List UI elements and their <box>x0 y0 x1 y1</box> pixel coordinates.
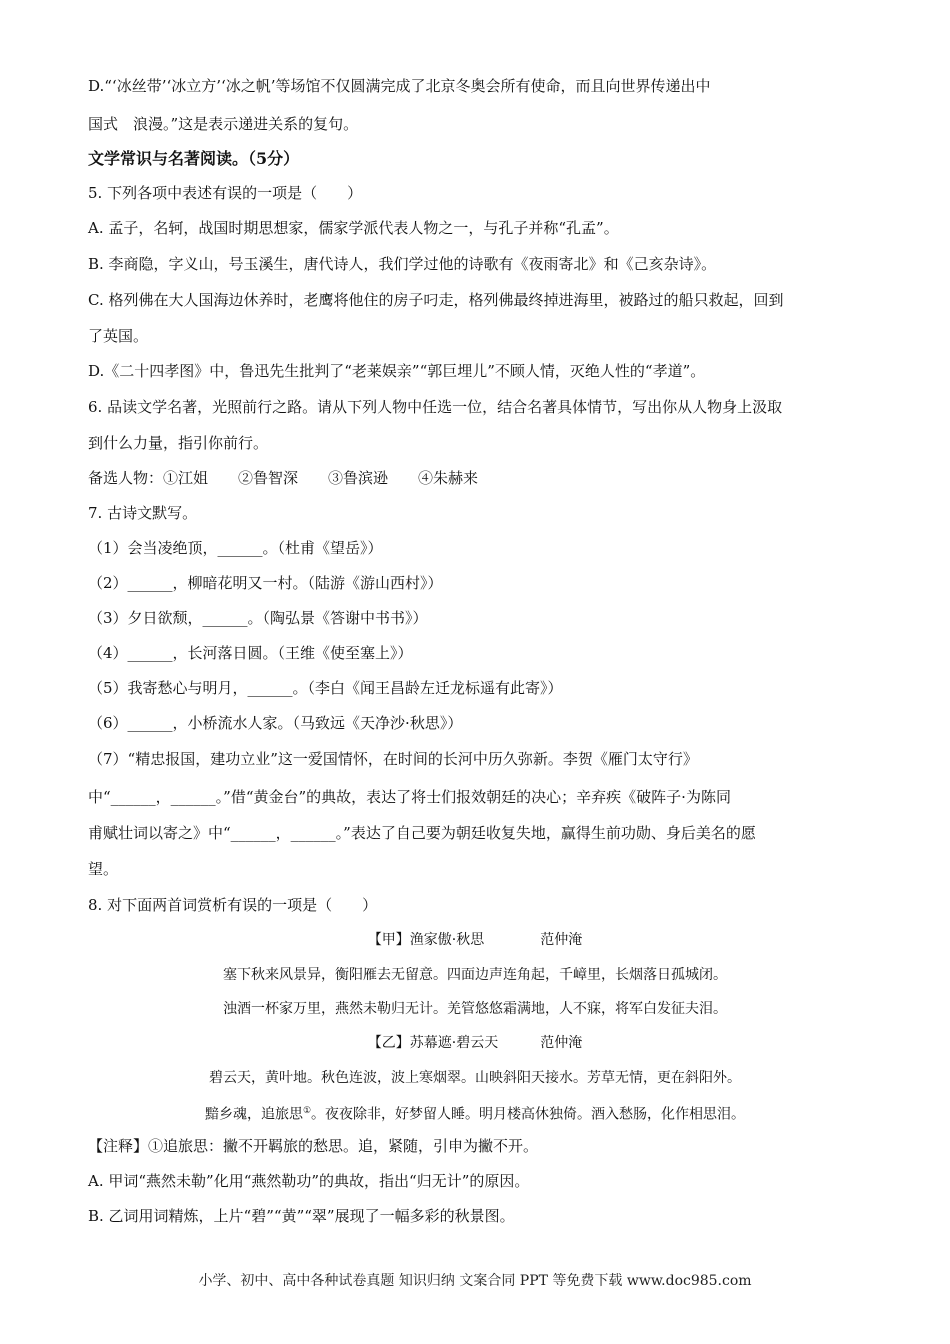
footnote-marker: ① <box>302 1106 312 1116</box>
poem-yi-line2-b: 。夜夜除非，好梦留人睡。明月楼高休独倚。酒入愁肠，化作相思泪。 <box>311 1106 746 1123</box>
q7-item-7-line1: （7）“精忠报国，建功立业”这一爱国情怀，在时间的长河中历久弥新。李贺《雁门太守行》 <box>88 750 698 768</box>
question-5: 5. 下列各项中表述有误的一项是（ ） <box>88 184 363 202</box>
question-6-line2: 到什么力量，指引你前行。 <box>88 434 269 452</box>
page-footer: 小学、初中、高中各种试卷真题 知识归纳 文案合同 PPT 等免费下载 www.doc985.com <box>198 1273 752 1289</box>
poem-yi-line1: 碧云天，黄叶地。秋色连波，波上寒烟翠。山映斜阳天接水。芳草无情，更在斜阳外。 <box>209 1070 741 1086</box>
poem-yi-title: 【乙】苏幕遮·碧云天 范仲淹 <box>367 1035 583 1051</box>
q7-item-4: （4）______，长河落日圆。（王维《使至塞上》） <box>88 644 413 662</box>
poem-yi-line2-a: 黯乡魂，追旅思 <box>204 1106 303 1123</box>
q5-option-d: D.《二十四孝图》中，鲁迅先生批判了“老莱娱亲”“郭巨埋儿”不顾人情，灭绝人性的“孝道”。 <box>88 362 706 380</box>
q5-option-a: A. 孟子，名轲，战国时期思想家，儒家学派代表人物之一，与孔子并称“孔孟”。 <box>88 219 619 237</box>
q5-option-b: B. 李商隐，字义山，号玉溪生，唐代诗人，我们学过他的诗歌有《夜雨寄北》和《己亥杂诗》。 <box>88 255 717 273</box>
option-d-line1: D.“‘冰丝带’‘冰立方’‘冰之帆’等场馆不仅圆满完成了北京冬奥会所有使命，而且向世界传递出中 <box>88 77 711 95</box>
q7-item-2: （2）______，柳暗花明又一村。（陆游《游山西村》） <box>88 574 443 592</box>
option-d-line2: 国式 浪漫。”这是表示递进关系的复句。 <box>88 115 359 133</box>
q5-option-c-line2: 了英国。 <box>88 327 149 345</box>
poem-yi-line2 <box>0 1101 950 1125</box>
q8-option-a: A. 甲词“燕然未勒”化用“燕然勒功”的典故，指出“归无计”的原因。 <box>88 1172 530 1190</box>
q7-item-6: （6）______，小桥流水人家。（马致远《天净沙·秋思》） <box>88 714 463 732</box>
question-7: 7. 古诗文默写。 <box>88 504 198 522</box>
q7-item-3: （3）夕日欲颓，______。（陶弘景《答谢中书书》） <box>88 609 428 627</box>
q7-item-7-line4: 望。 <box>88 860 119 878</box>
q7-item-7-line2: 中“______，______。”借“黄金台”的典故，表达了将士们报效朝廷的决心；辛弃疾《破阵子·为陈同 <box>88 788 731 806</box>
poem-jia-title: 【甲】渔家傲·秋思 范仲淹 <box>367 932 583 948</box>
poem-jia-line2: 浊酒一杯家万里，燕然未勒归无计。羌管悠悠霜满地，人不寐，将军白发征夫泪。 <box>223 1001 727 1017</box>
q7-item-7-line3: 甫赋壮词以寄之》中“______，______。”表达了自己要为朝廷收复失地，赢得生前功勋、身后美名的愿 <box>88 824 756 842</box>
q8-option-b: B. 乙词用词精炼，上片“碧”“黄”“翠”展现了一幅多彩的秋景图。 <box>88 1207 515 1225</box>
q7-item-5: （5）我寄愁心与明月，______。（李白《闻王昌龄左迁龙标遥有此寄》） <box>88 679 563 697</box>
q5-option-c-line1: C. 格列佛在大人国海边休养时，老鹰将他住的房子叼走，格列佛最终掉进海里，被路过的船只救起，回到 <box>88 291 784 309</box>
section-heading: 文学常识与名著阅读。（5分） <box>88 149 300 168</box>
candidate-characters: 备选人物：①江姐 ②鲁智深 ③鲁滨逊 ④朱赫来 <box>88 469 479 487</box>
question-6-line1: 6. 品读文学名著，光照前行之路。请从下列人物中任选一位，结合名著具体情节，写出你从人物身上汲取 <box>88 398 783 416</box>
question-8: 8. 对下面两首词赏析有误的一项是（ ） <box>88 896 378 914</box>
annotation: 【注释】①追旅思：撇不开羁旅的愁思。追，紧随，引申为撇不开。 <box>88 1137 539 1155</box>
poem-jia-line1: 塞下秋来风景异，衡阳雁去无留意。四面边声连角起，千嶂里，长烟落日孤城闭。 <box>223 967 727 983</box>
q7-item-1: （1）会当凌绝顶，______。（杜甫《望岳》） <box>88 539 383 557</box>
